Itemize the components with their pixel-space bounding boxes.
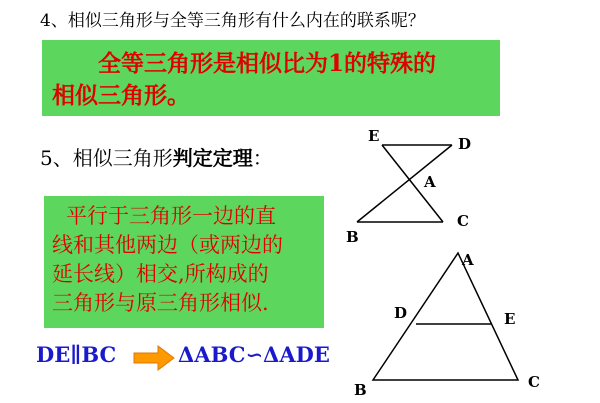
theorem-line-1: 平行于三角形一边的直 xyxy=(66,204,276,228)
label-e: E xyxy=(368,127,380,145)
label-c: C xyxy=(457,212,469,230)
label-d: D xyxy=(458,135,472,153)
label-a: A xyxy=(462,251,474,269)
label-d: D xyxy=(394,304,408,322)
figure-bowtie xyxy=(340,125,480,245)
answer-4-box xyxy=(42,40,500,116)
theorem-line-3: 延长线）相交,所构成的 xyxy=(52,262,269,286)
question-5-suffix: ： xyxy=(252,146,273,170)
label-c: C xyxy=(528,373,540,391)
theorem-line-4: 三角形与原三角形相似. xyxy=(52,291,269,315)
question-4: 4、相似三角形与全等三角形有什么内在的联系呢？ xyxy=(40,11,425,31)
question-5-prefix: 5、相似三角形 xyxy=(40,146,173,170)
answer-4-line-2: 相似三角形。 xyxy=(52,82,190,109)
question-5 xyxy=(40,142,273,171)
figure-triangle xyxy=(348,245,548,400)
theorem-box xyxy=(44,196,324,328)
implies-arrow-icon xyxy=(132,344,176,372)
segment-db xyxy=(357,145,452,222)
formula-conclusion: ΔABC∽ΔADE xyxy=(178,342,330,367)
formula-condition: DE∥BC xyxy=(36,342,117,367)
question-5-bold: 判定定理 xyxy=(172,146,253,170)
answer-4-line-1: 全等三角形是相似比为1的特殊的 xyxy=(98,50,437,77)
label-a: A xyxy=(424,173,436,191)
theorem-line-2: 线和其他两边（或两边的 xyxy=(52,233,283,257)
label-b: B xyxy=(346,228,359,245)
label-b: B xyxy=(354,381,367,399)
label-e: E xyxy=(504,310,516,328)
